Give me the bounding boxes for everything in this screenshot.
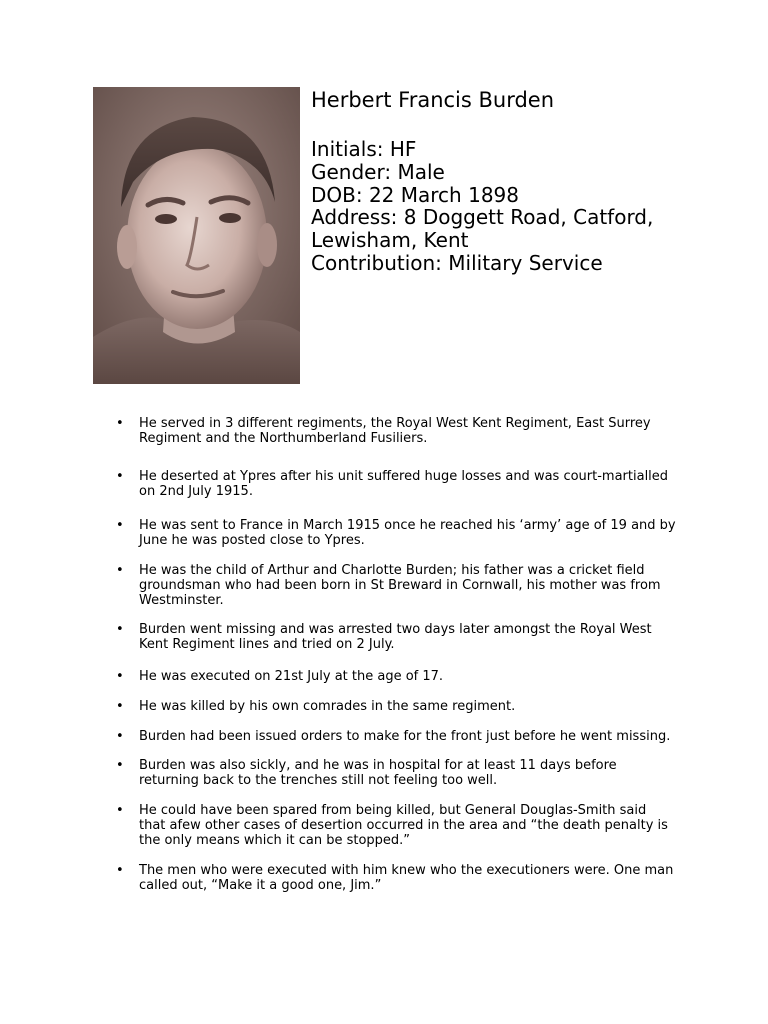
contribution-field: Contribution: Military Service — [311, 250, 603, 275]
list-item — [116, 416, 676, 446]
fact-text: Burden went missing and was arrested two days later amongst the Royal West Kent Regiment lines and tried on 2 July. — [139, 622, 652, 652]
person-name: Herbert Francis Burden — [311, 88, 555, 112]
list-item — [116, 699, 676, 714]
facts-list — [116, 414, 676, 893]
fact-text: He served in 3 different regiments, the Royal West Kent Regiment, East Surrey Regiment and the Northumberland Fusiliers. — [139, 416, 651, 446]
dob-field: DOB: 22 March 1898 — [311, 182, 519, 207]
bullet-icon: • — [116, 469, 124, 484]
bullet-icon: • — [116, 563, 124, 578]
fact-text: Burden had been issued orders to make for the front just before he went missing. — [139, 729, 671, 744]
fact-text: The men who were executed with him knew who the executioners were. One man called out, “Make it a good one, Jim.” — [139, 863, 674, 893]
list-item — [116, 669, 676, 684]
bullet-icon: • — [116, 622, 124, 637]
fact-text: He was executed on 21st July at the age of 17. — [139, 669, 444, 684]
address-field: Address: 8 Doggett Road, Catford, Lewisham, Kent — [311, 205, 654, 253]
bullet-icon: • — [116, 758, 124, 773]
fact-text: He deserted at Ypres after his unit suffered huge losses and was court-martialled on 2nd July 1915. — [139, 469, 669, 499]
list-item — [116, 729, 676, 744]
fact-text: He was sent to France in March 1915 once he reached his ‘army’ age of 19 and by June he was posted close to Ypres. — [139, 518, 676, 548]
bullet-icon: • — [116, 518, 124, 533]
list-item — [116, 469, 676, 499]
list-item — [116, 863, 676, 893]
bullet-icon: • — [116, 729, 124, 744]
fact-text: He could have been spared from being killed, but General Douglas-Smith said that afew other cases of desertion occurred in the area and “the death penalty is the only means which it can be stopped.” — [139, 803, 668, 848]
bullet-icon: • — [116, 803, 124, 818]
bullet-icon: • — [116, 669, 124, 684]
fact-text: He was the child of Arthur and Charlotte Burden; his father was a cricket field groundsman who had been born in St Breward in Cornwall, his mother was from Westminster. — [139, 563, 661, 608]
fact-text: He was killed by his own comrades in the same regiment. — [139, 699, 516, 714]
bullet-icon: • — [116, 416, 124, 431]
list-item — [116, 518, 676, 548]
list-item — [116, 758, 676, 788]
list-item — [116, 803, 676, 848]
portrait-photo — [93, 87, 300, 384]
bullet-icon: • — [116, 699, 124, 714]
bullet-icon: • — [116, 863, 124, 878]
list-item — [116, 563, 676, 608]
person-details — [311, 86, 741, 275]
portrait-image — [93, 87, 300, 384]
list-item — [116, 622, 676, 652]
fact-text: Burden was also sickly, and he was in hospital for at least 11 days before returning back to the trenches still not feeling too well. — [139, 758, 617, 788]
gender-field: Gender: Male — [311, 159, 445, 184]
initials-field: Initials: HF — [311, 137, 417, 161]
